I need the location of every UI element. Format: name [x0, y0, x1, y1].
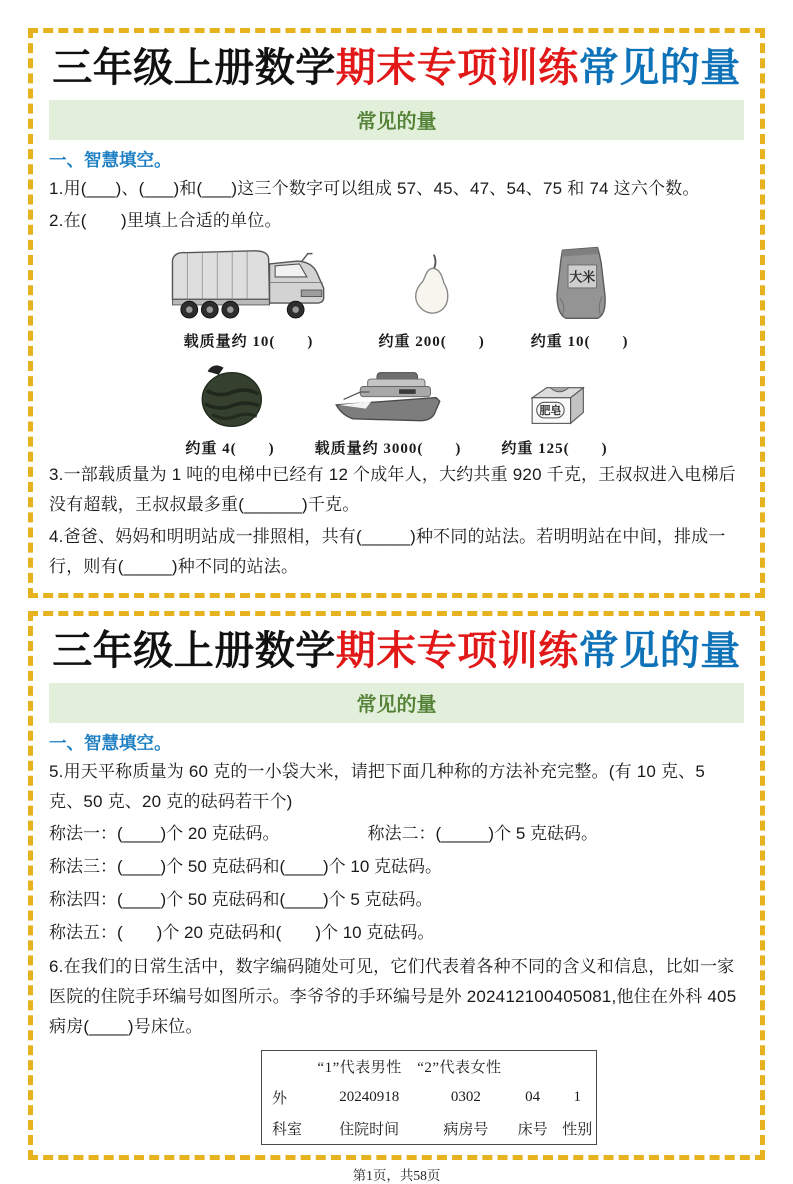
page-title: [49, 45, 744, 91]
method-5-text: 称法五：( )个 20 克砝码和( )个 10 克砝码。: [49, 923, 435, 943]
section-heading: 一、智慧填空。: [49, 732, 172, 753]
label-bed-number: 床号: [517, 1122, 548, 1139]
soap-box-icon: [523, 383, 587, 434]
question-5-method-4: [49, 883, 744, 916]
wristband-code-table: [261, 1050, 597, 1145]
page-title: [49, 628, 744, 674]
unit-figures-row-1: [49, 241, 744, 351]
label-department: 科室: [272, 1122, 303, 1139]
label-gender: 性别: [562, 1122, 593, 1139]
figure-truck: [165, 245, 333, 351]
figure-watermelon: [185, 361, 274, 458]
pear-caption: 约重 200( ): [378, 333, 485, 350]
question-1: 1.用(___)、(___)和(___)这三个数字可以组成 57、45、47、54、75 和 74 这六个数。: [49, 179, 700, 198]
soap-box-label: 肥皂: [538, 404, 561, 417]
worksheet-page-1: [28, 28, 765, 598]
value-gender: 1: [573, 1089, 581, 1106]
value-bed-number: 04: [525, 1089, 541, 1106]
rice-bag-icon: [544, 241, 616, 327]
title-part-black: 三年级上册数学: [52, 46, 336, 90]
section-heading: 一、智慧填空。: [49, 150, 172, 170]
page-number-footer: 第1页，共58页: [352, 1168, 441, 1184]
worksheet-page-2: [28, 611, 765, 1161]
label-admission-date: 住院时间: [339, 1122, 400, 1139]
value-department: 外: [272, 1091, 288, 1108]
method-2-right: 称法二：(_____)个 5 克砝码。: [367, 824, 598, 843]
method-1-left: 称法一：(____)个 20 克砝码。: [49, 824, 280, 843]
watermelon-icon: [194, 361, 266, 434]
gender-note: “1”代表男性 “2”代表女性: [317, 1060, 502, 1077]
value-ward-number: 0302: [450, 1089, 481, 1106]
truck-icon: [165, 245, 333, 327]
method-3-text: 称法三：(____)个 50 克砝码和(____)个 10 克砝码。: [49, 857, 442, 877]
title-part-red: 期末专项训练: [335, 628, 579, 673]
figure-rice-bag: [531, 241, 629, 351]
question-4: 4.爸爸、妈妈和明明站成一排照相，共有(_____)种不同的站法。若明明站在中间，排成一行，则有(_____)种不同的站法。: [49, 527, 726, 577]
soap-box-caption: 约重 125( ): [501, 440, 608, 457]
title-part-blue: 常见的量: [578, 46, 741, 90]
value-admission-date: 20240918: [339, 1089, 400, 1106]
question-5-intro: 5.用天平称质量为 60 克的一小袋大米，请把下面几种称的方法补充完整。(有 10 克、5 克、50 克、20 克的砝码若干个): [49, 761, 706, 811]
title-part-red: 期末专项训练: [335, 46, 579, 90]
question-3: 3.一部载质量为 1 吨的电梯中已经有 12 个成年人，大约共重 920 千克，王叔叔进入电梯后没有超载，王叔叔最多重(______)千克。: [49, 464, 736, 514]
table-row-note: [262, 1051, 597, 1083]
watermelon-caption: 约重 4( ): [185, 440, 275, 457]
figure-ship: [315, 368, 462, 458]
question-5-method-5: [49, 916, 744, 949]
truck-caption: 载质量约 10( ): [183, 333, 314, 350]
question-5-method-1: [49, 817, 744, 850]
unit-figures-row-2: [49, 361, 744, 458]
question-6: 6.在我们的日常生活中，数字编码随处可见，它们代表着各种不同的含义和信息，比如一家医院的住院手环编号如图所示。李爷爷的手环编号是外 202412100405081,他住在外科 405 病房(____)号床位。: [49, 956, 737, 1037]
topic-banner: 常见的量: [49, 683, 744, 723]
ship-icon: [332, 368, 444, 434]
table-row-values: [262, 1082, 597, 1113]
topic-banner: 常见的量: [49, 100, 744, 140]
method-4-text: 称法四：(____)个 50 克砝码和(____)个 5 克砝码。: [49, 890, 433, 910]
question-2: 2.在( )里填上合适的单位。: [49, 211, 282, 231]
label-ward-number: 病房号: [443, 1122, 489, 1139]
title-part-black: 三年级上册数学: [52, 628, 336, 673]
figure-pear: [379, 250, 485, 351]
rice-bag-label: 大米: [569, 269, 595, 284]
question-5-method-3: [49, 850, 744, 883]
ship-caption: 载质量约 3000( ): [314, 440, 462, 457]
table-row-labels: [262, 1113, 597, 1145]
title-part-blue: 常见的量: [578, 628, 741, 673]
rice-bag-caption: 约重 10( ): [530, 333, 629, 350]
pear-icon: [406, 250, 458, 327]
figure-soap-box: [501, 383, 607, 458]
